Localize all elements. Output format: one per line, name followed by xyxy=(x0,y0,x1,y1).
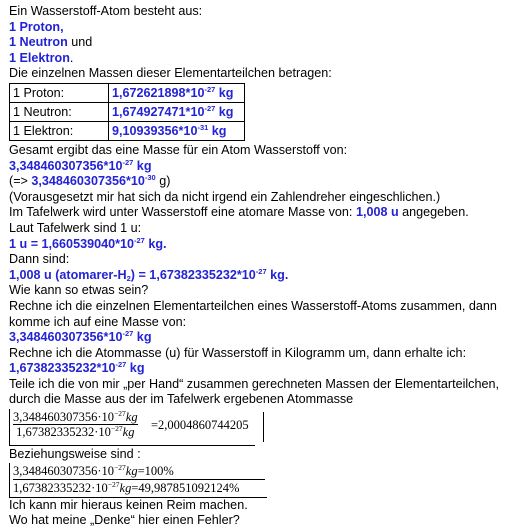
electron-line xyxy=(9,51,509,67)
u-intro: Laut Tafelwerk sind 1 u: xyxy=(9,220,142,235)
formula-fraction xyxy=(13,410,138,439)
document-body xyxy=(9,4,509,529)
question-6: durch die Masse aus der im Tafelwerk ergebenen Atommasse xyxy=(9,392,354,407)
qv2-mantissa: 1,67382335232*10 xyxy=(9,361,116,376)
total-g-prefix: (=> xyxy=(9,174,32,189)
table-row xyxy=(10,83,245,102)
qv1-unit: kg xyxy=(133,330,152,345)
value-mantissa: 1,672621898*10 xyxy=(112,85,205,100)
total-g-unit: g xyxy=(155,174,167,189)
f2-l2-unit: kg xyxy=(119,480,132,495)
total-kg-exp: -27 xyxy=(122,157,134,167)
value-unit: kg xyxy=(208,123,227,138)
total-g-value xyxy=(31,174,155,188)
neutron-line xyxy=(9,35,509,51)
value-exponent: -27 xyxy=(204,84,216,94)
u-mantissa: 1 u = 1,660539040*10 xyxy=(9,236,134,251)
f2-l1-exp: −27 xyxy=(114,462,126,472)
total-g xyxy=(9,174,509,190)
f1-num-unit: kg xyxy=(125,410,138,425)
qv2-exp: -27 xyxy=(115,360,127,370)
tafelwerk-line xyxy=(9,205,509,221)
question-value-1 xyxy=(9,330,509,346)
mass-table xyxy=(9,83,245,141)
am-unit: kg. xyxy=(266,267,289,282)
electron-sep: . xyxy=(69,50,74,65)
intro-line: Ein Wasserstoff-Atom besteht aus: xyxy=(9,4,203,18)
formula-percent-border-bottom xyxy=(9,497,267,498)
f1-num-exp: −27 xyxy=(114,409,126,419)
question-5: Teile ich die von mir „per Hand“ zusammen gerechneten Massen der Elementarteilchen, xyxy=(9,376,499,391)
formula-denominator xyxy=(13,425,138,439)
proton-line xyxy=(9,20,509,36)
f2-l2-exp: −27 xyxy=(107,479,120,489)
formula-percent-line-1 xyxy=(13,464,174,479)
f2-l1-res: =100% xyxy=(137,463,174,478)
end-1: Ich kann mir hieraus keinen Reim machen. xyxy=(9,497,248,512)
table-cell-name: 1 Elektron: xyxy=(10,121,109,140)
formula-percent-divider xyxy=(13,479,265,480)
value-unit: kg xyxy=(215,104,234,119)
f1-den-exp: −27 xyxy=(110,424,123,434)
f2-l1-unit: kg xyxy=(125,463,138,478)
tafelwerk-post: angegeben. xyxy=(398,205,469,220)
qv2-unit: kg xyxy=(126,361,145,376)
formula-border-left xyxy=(9,409,10,445)
value-unit: kg xyxy=(215,85,234,100)
total-g-suffix: ) xyxy=(166,174,171,189)
am-pre: 1,008 u (atomarer-H xyxy=(9,267,127,282)
question-4: Rechne ich die Atommasse (u) für Wasserstoff in Kilogramm um, dann erhalte ich: xyxy=(9,345,467,360)
total-kg-mantissa: 3,348460307356*10 xyxy=(9,158,123,173)
masses-intro: Die einzelnen Massen dieser Elementarteilchen betragen: xyxy=(9,66,332,81)
electron-label: 1 Elektron xyxy=(9,50,70,65)
bez-label: Beziehungsweise sind : xyxy=(9,447,141,462)
end-2: Wo hat meine „Denke“ hier einen Fehler? xyxy=(9,513,240,528)
f2-l2-res: =49,987851092124% xyxy=(131,480,240,495)
question-3: komme ich auf eine Masse von: xyxy=(9,314,187,329)
tafelwerk-value: 1,008 u xyxy=(355,205,399,220)
formula-result: =2,0004860744205 xyxy=(151,418,249,433)
f1-den: 1,67382335232·10 xyxy=(16,425,111,440)
total-g-mantissa: 3,348460307356*10 xyxy=(31,174,145,189)
total-kg xyxy=(9,159,509,175)
total-intro: Gesamt ergibt das eine Masse für ein Atom Wasserstoff von: xyxy=(9,142,348,157)
question-2: Rechne ich die einzelnen Elementarteilchen eines Wasserstoff-Atoms zusammen, dann xyxy=(9,298,497,313)
question-1: Wie kann so etwas sein? xyxy=(9,283,149,298)
u-exp: -27 xyxy=(134,235,145,245)
qv1-mantissa: 3,348460307356*10 xyxy=(9,330,123,345)
total-g-exp: -30 xyxy=(144,173,156,183)
f1-num: 3,348460307356·10 xyxy=(13,410,115,425)
table-cell-name: 1 Proton: xyxy=(10,83,109,102)
am-sub: 2 xyxy=(126,273,131,283)
qv1-exp: -27 xyxy=(122,329,134,339)
proton-label: 1 Proton xyxy=(9,19,61,34)
question-value-2 xyxy=(9,361,509,377)
total-kg-unit: kg xyxy=(133,158,152,173)
f2-l2-a: 1,67382335232·10 xyxy=(13,480,108,495)
value-exponent: -31 xyxy=(197,122,209,132)
formula-division xyxy=(9,408,509,447)
f1-den-unit: kg xyxy=(122,425,135,440)
neutron-sep: und xyxy=(67,35,93,50)
formula-percent-border-left xyxy=(9,463,10,497)
table-cell-value xyxy=(109,121,245,140)
value-mantissa: 1,674927471*10 xyxy=(112,104,205,119)
u-value xyxy=(9,237,509,253)
f2-l1-a: 3,348460307356·10 xyxy=(13,463,115,478)
table-cell-value xyxy=(109,102,245,121)
formula-percent-line-2 xyxy=(13,481,239,496)
proton-sep: , xyxy=(60,19,64,34)
am-mid: ) = 1,67382335232*10 xyxy=(130,267,256,282)
formula-percent xyxy=(9,463,509,498)
table-row xyxy=(10,102,245,121)
dann-line: Dann sind: xyxy=(9,252,70,267)
table-row xyxy=(10,121,245,140)
neutron-label: 1 Neutron xyxy=(9,35,68,50)
total-note: (Vorausgesetzt mir hat sich da nicht irgend ein Zahlendreher eingeschlichen.) xyxy=(9,189,441,204)
u-unit: kg. xyxy=(144,236,167,251)
table-cell-value xyxy=(109,83,245,102)
value-exponent: -27 xyxy=(204,103,216,113)
tafelwerk-pre: Im Tafelwerk wird unter Wasserstoff eine atomare Masse von: xyxy=(9,205,356,220)
value-mantissa: 9,10939356*10 xyxy=(112,123,198,138)
formula-cursor xyxy=(263,412,264,442)
am-exp: -27 xyxy=(255,266,267,276)
formula-numerator xyxy=(13,410,138,425)
atomic-mass xyxy=(9,268,509,284)
formula-border-bottom xyxy=(9,445,255,446)
table-cell-name: 1 Neutron: xyxy=(10,102,109,121)
